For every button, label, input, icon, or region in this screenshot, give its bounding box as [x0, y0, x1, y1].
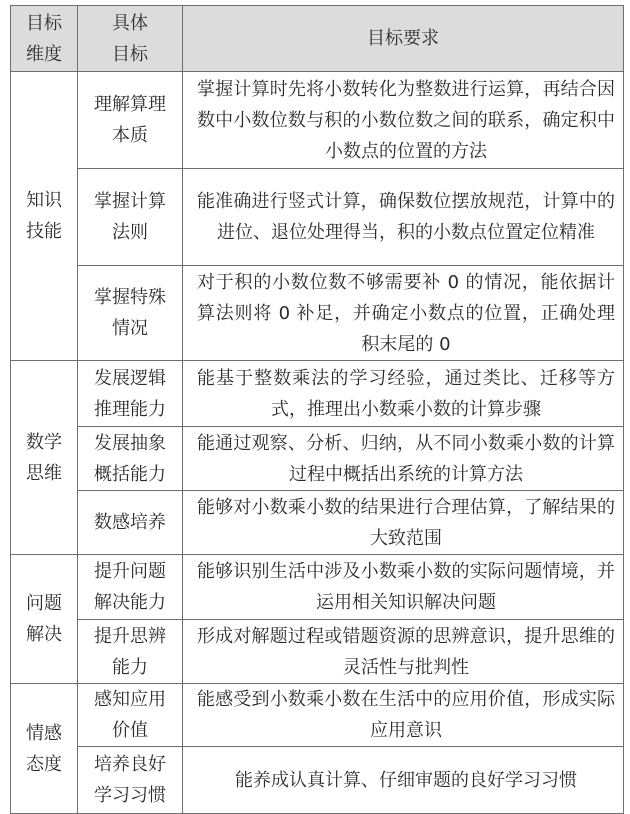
dimension-cell: 情感 态度	[11, 684, 78, 814]
requirement-cell: 掌握计算时先将小数转化为整数进行运算，再结合因数中小数位数与积的小数位数之间的联系，确定积中小数点的位置的方法	[183, 72, 624, 169]
sub-goal-cell: 发展抽象 概括能力	[78, 427, 183, 491]
requirement-cell: 能够识别生活中涉及小数乘小数的实际问题情境，并运用相关知识解决问题	[183, 555, 624, 620]
sub-goal-cell: 发展逻辑 推理能力	[78, 361, 183, 427]
table-row	[11, 555, 624, 620]
sub-goal-cell: 提升思辨 能力	[78, 620, 183, 684]
requirement-cell: 能养成认真计算、仔细审题的良好学习习惯	[183, 747, 624, 814]
dimension-cell: 数学 思维	[11, 361, 78, 555]
objectives-table	[10, 5, 624, 814]
table-row	[11, 620, 624, 684]
requirement-cell: 能感受到小数乘小数在生活中的应用价值，形成实际应用意识	[183, 684, 624, 747]
table-row	[11, 684, 624, 747]
requirement-cell: 对于积的小数位数不够需要补 0 的情况，能依据计算法则将 0 补足，并确定小数点的位置，正确处理积末尾的 0	[183, 266, 624, 361]
requirement-cell: 能够对小数乘小数的结果进行合理估算，了解结果的大致范围	[183, 491, 624, 555]
sub-goal-cell: 理解算理 本质	[78, 72, 183, 169]
requirement-cell: 能通过观察、分析、归纳，从不同小数乘小数的计算过程中概括出系统的计算方法	[183, 427, 624, 491]
table-row	[11, 747, 624, 814]
header-row	[11, 6, 624, 72]
sub-goal-cell: 培养良好 学习习惯	[78, 747, 183, 814]
requirement-cell: 能准确进行竖式计算，确保数位摆放规范，计算中的进位、退位处理得当，积的小数点位置定位精准	[183, 169, 624, 266]
table-row	[11, 427, 624, 491]
sub-goal-cell: 掌握计算 法则	[78, 169, 183, 266]
table-row	[11, 266, 624, 361]
table-row	[11, 361, 624, 427]
sub-goal-cell: 提升问题 解决能力	[78, 555, 183, 620]
requirement-cell: 形成对解题过程或错题资源的思辨意识，提升思维的灵活性与批判性	[183, 620, 624, 684]
table-row	[11, 72, 624, 169]
dimension-cell: 知识 技能	[11, 72, 78, 361]
header-requirement: 目标要求	[183, 6, 624, 72]
sub-goal-cell: 掌握特殊 情况	[78, 266, 183, 361]
requirement-cell: 能基于整数乘法的学习经验，通过类比、迁移等方式，推理出小数乘小数的计算步骤	[183, 361, 624, 427]
sub-goal-cell: 数感培养	[78, 491, 183, 555]
table-row	[11, 491, 624, 555]
table-row	[11, 169, 624, 266]
header-sub-goal: 具体 目标	[78, 6, 183, 72]
header-dimension: 目标 维度	[11, 6, 78, 72]
dimension-cell: 问题 解决	[11, 555, 78, 684]
sub-goal-cell: 感知应用 价值	[78, 684, 183, 747]
